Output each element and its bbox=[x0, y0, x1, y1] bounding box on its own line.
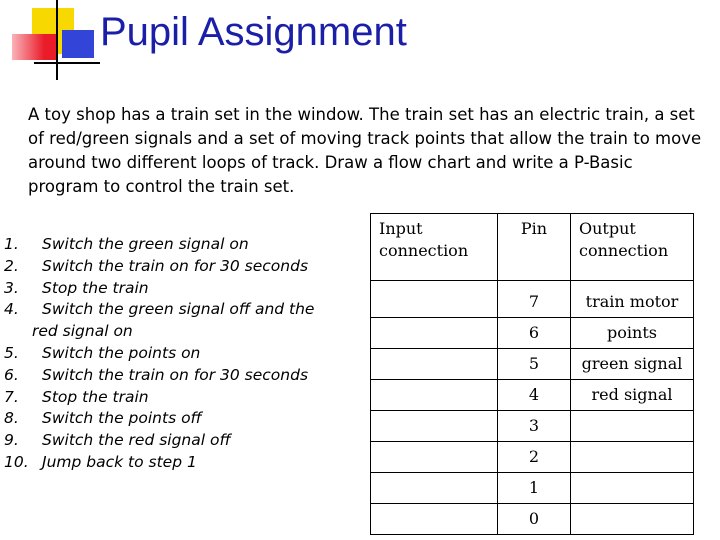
pin-number: 1 bbox=[528, 478, 540, 497]
step-item: 10. Jump back to step 1 bbox=[4, 452, 197, 471]
pin-number: 5 bbox=[528, 354, 540, 373]
step-item: 9. Switch the red signal off bbox=[4, 431, 231, 450]
table-header-row bbox=[371, 214, 694, 281]
pin-connection-table bbox=[370, 213, 694, 535]
logo-horizontal-line bbox=[34, 62, 100, 64]
pin-number: 2 bbox=[528, 447, 540, 466]
table-row bbox=[371, 442, 694, 473]
table-row bbox=[371, 504, 694, 535]
step-item-continuation: red signal on bbox=[32, 322, 133, 341]
logo-blue-square bbox=[62, 30, 94, 58]
logo-red-bar bbox=[12, 34, 58, 60]
table-row bbox=[371, 380, 694, 411]
steps-list bbox=[4, 234, 314, 474]
pin-number: 0 bbox=[528, 509, 540, 528]
pin-number: 7 bbox=[528, 292, 540, 311]
step-item: 1. Switch the green signal on bbox=[4, 235, 249, 253]
logo-vertical-line bbox=[56, 0, 58, 80]
pin-number: 4 bbox=[528, 385, 540, 404]
step-item: 3. Stop the train bbox=[4, 278, 149, 297]
step-item: 8. Switch the points off bbox=[4, 409, 202, 428]
output-label: points bbox=[607, 323, 657, 342]
table-row bbox=[371, 281, 694, 318]
step-item: 6. Switch the train on for 30 seconds bbox=[4, 365, 309, 384]
header-input-connection: Input connection bbox=[371, 214, 498, 281]
step-item: 2. Switch the train on for 30 seconds bbox=[4, 256, 309, 275]
assignment-description: A toy shop has a train set in the window. The train set has an electric train, a set of red/green signals and a set of moving track points that allow the train to move around two different loops of track. Draw a flow chart and write a P-Basic program to control the train set. bbox=[28, 105, 702, 196]
slide-logo-decoration bbox=[0, 0, 100, 90]
pin-number: 6 bbox=[528, 323, 540, 342]
page-title: Pupil Assignment bbox=[100, 10, 407, 54]
table-row bbox=[371, 349, 694, 380]
pin-number: 3 bbox=[528, 416, 540, 435]
output-label: train motor bbox=[585, 292, 679, 311]
table-row bbox=[371, 411, 694, 442]
header-pin: Pin bbox=[498, 214, 571, 281]
table-row bbox=[371, 473, 694, 504]
output-label: green signal bbox=[581, 354, 683, 373]
step-item: 4. Switch the green signal off and the bbox=[4, 300, 315, 319]
table-row bbox=[371, 318, 694, 349]
output-label: red signal bbox=[591, 385, 673, 404]
step-item: 7. Stop the train bbox=[4, 387, 149, 406]
header-output-connection: Output connection bbox=[571, 214, 694, 281]
step-item: 5. Switch the points on bbox=[4, 343, 201, 362]
